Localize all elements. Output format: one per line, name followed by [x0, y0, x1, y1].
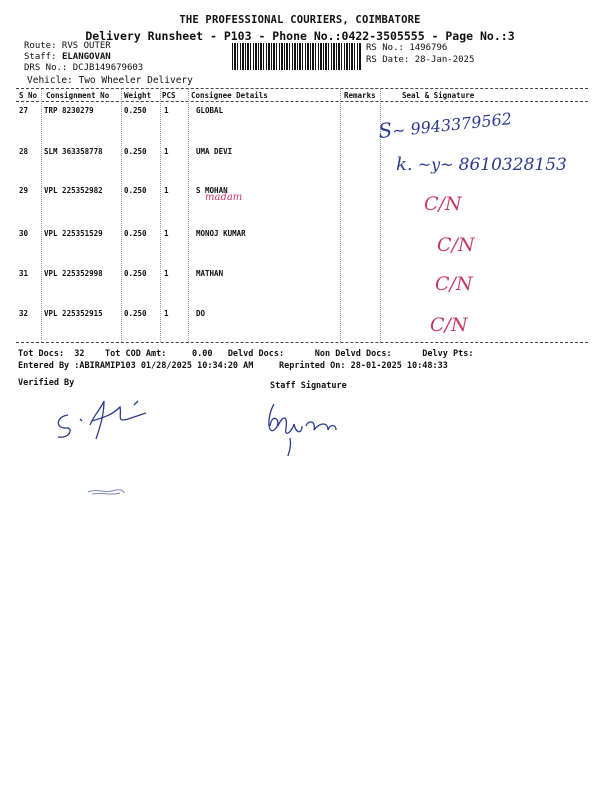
staff [24, 52, 111, 63]
table-bottom-rule [16, 342, 588, 343]
cell-pcs: 1 [164, 106, 169, 115]
rs-number: RS No.: 1496796 [366, 43, 448, 53]
cell-sno: 31 [19, 269, 29, 278]
col-header-sno: S No [19, 91, 38, 100]
staff-name: ELANGOVAN [61, 52, 111, 62]
cell-pcs: 1 [164, 186, 169, 195]
cell-consignment: SLM 363358778 [44, 147, 103, 156]
cell-consignment: VPL 225351529 [44, 229, 103, 238]
col-header-consignee: Consignee Details [191, 91, 268, 100]
col-divider [41, 89, 42, 342]
company-title: THE PROFESSIONAL COURIERS, COIMBATORE [179, 14, 421, 26]
verified-by-label: Verified By [18, 378, 75, 388]
staff-signature-label: Staff Signature [270, 381, 347, 391]
cell-sno: 30 [19, 229, 29, 238]
cell-pcs: 1 [164, 229, 169, 238]
col-divider [188, 89, 189, 342]
handwritten-note: madam [205, 192, 243, 203]
cell-consignee: MATHAN [196, 269, 224, 278]
col-header-remarks: Remarks [344, 91, 376, 100]
cell-sno: 27 [19, 106, 29, 115]
col-header-pcs: PCS [162, 91, 176, 100]
seal-cn: C/N [437, 234, 475, 256]
seal-phone: 8610328153 [458, 155, 567, 175]
col-divider [121, 89, 122, 342]
cell-weight: 0.250 [124, 186, 147, 195]
ink-smudge [86, 484, 126, 498]
cell-consignment: VPL 225352998 [44, 269, 103, 278]
staff-label: Staff: [24, 52, 57, 62]
col-header-consignment: Consignment No [46, 91, 110, 100]
seal-cn: C/N [435, 273, 473, 295]
cell-weight: 0.250 [124, 229, 147, 238]
seal-cn: C/N [424, 193, 462, 215]
cell-consignee: GLOBAL [196, 106, 224, 115]
cell-pcs: 1 [164, 309, 169, 318]
seal-phone: 9943379562 [409, 109, 513, 139]
cell-consignee: UMA DEVI [196, 147, 233, 156]
seal-cn: C/N [430, 314, 468, 336]
cell-sno: 28 [19, 147, 29, 156]
cell-weight: 0.250 [124, 269, 147, 278]
verified-signature [50, 395, 160, 445]
cell-sno: 32 [19, 309, 29, 318]
runsheet-title: Delivery Runsheet - P103 - Phone No.:0422-3505555 - Page No.:3 [85, 29, 515, 43]
cell-weight: 0.250 [124, 147, 147, 156]
cell-sno: 29 [19, 186, 29, 195]
rs-date: RS Date: 28-Jan-2025 [366, 55, 475, 65]
col-header-weight: Weight [124, 91, 152, 100]
cell-consignment: TRP 8230279 [44, 106, 94, 115]
col-header-seal: Seal & Signature [402, 91, 475, 100]
cell-pcs: 1 [164, 147, 169, 156]
staff-signature [262, 398, 342, 458]
handwritten-signature: k. ~y~ 8610328153 [396, 154, 567, 175]
vehicle: Vehicle: Two Wheeler Delivery [27, 75, 193, 86]
cell-consignee: MONOJ KUMAR [196, 229, 246, 238]
totals-line: Tot Docs: 32 Tot COD Amt: 0.00 Delvd Docs: Non Delvd Docs: Delvy Pts: [18, 349, 474, 359]
cell-weight: 0.250 [124, 106, 147, 115]
cell-consignee: DO [196, 309, 206, 318]
table-top-rule [16, 88, 588, 89]
cell-consignee: S MOHAN [196, 186, 228, 195]
col-divider [340, 89, 341, 342]
route: Route: RVS OUTER [24, 41, 111, 51]
handwritten-signature: S~ 9943379562 [377, 109, 513, 143]
cell-weight: 0.250 [124, 309, 147, 318]
table-header-rule [16, 101, 588, 102]
entered-by-line: Entered By :ABIRAMIP103 01/28/2025 10:34:20 AM Reprinted On: 28-01-2025 10:48:33 [18, 361, 448, 371]
barcode [232, 43, 362, 70]
cell-consignment: VPL 225352982 [44, 186, 103, 195]
drs-number: DRS No.: DCJB149679603 [24, 63, 144, 73]
cell-pcs: 1 [164, 269, 169, 278]
cell-consignment: VPL 225352915 [44, 309, 103, 318]
col-divider [160, 89, 161, 342]
